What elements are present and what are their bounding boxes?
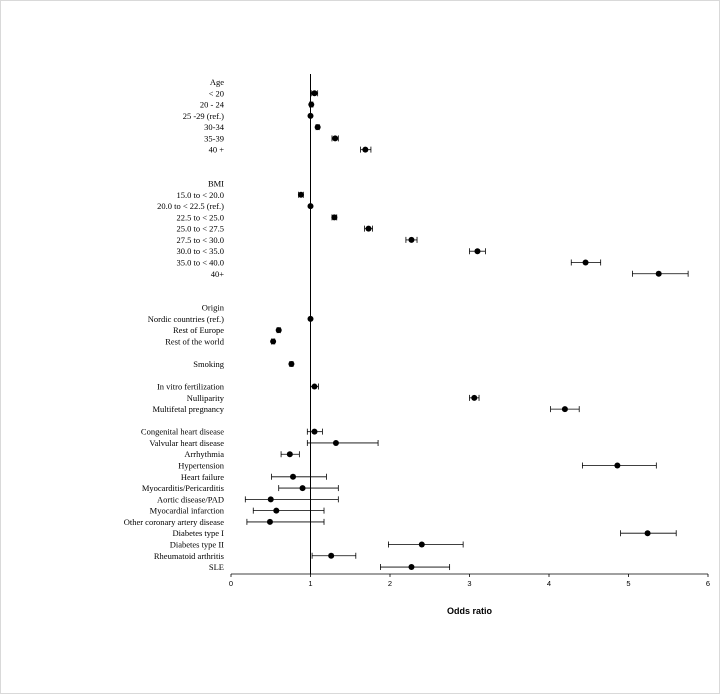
row-label: 40 + — [208, 144, 224, 155]
odds-ratio-point — [583, 259, 589, 265]
odds-ratio-point — [298, 192, 304, 198]
group-header-label: Age — [209, 77, 224, 87]
odds-ratio-point — [419, 541, 425, 547]
row-label: 35.0 to < 40.0 — [176, 257, 224, 268]
row-label: Rest of the world — [165, 336, 224, 347]
odds-ratio-point — [332, 135, 338, 141]
odds-ratio-point — [273, 508, 279, 514]
row-label: 25 -29 (ref.) — [182, 110, 224, 121]
odds-ratio-point — [362, 147, 368, 153]
row-label: Multifetal pregnancy — [152, 404, 224, 415]
row-label: Hypertension — [178, 460, 224, 471]
row-label: Aortic disease/PAD — [157, 494, 224, 505]
odds-ratio-point — [276, 327, 282, 333]
odds-ratio-point — [315, 124, 321, 130]
x-tick-label: 5 — [626, 579, 631, 588]
row-label: SLE — [208, 562, 224, 573]
row-label: Nulliparity — [186, 392, 224, 403]
odds-ratio-point — [308, 203, 314, 209]
odds-ratio-point — [328, 553, 334, 559]
odds-ratio-point — [308, 102, 314, 108]
odds-ratio-point — [645, 530, 651, 536]
x-tick-label: 0 — [228, 579, 234, 588]
group-header-label: Origin — [201, 302, 224, 313]
row-label: Rest of Europe — [173, 325, 224, 336]
x-tick-label: 3 — [467, 579, 472, 588]
row-label: 15.0 to < 20.0 — [176, 189, 224, 200]
x-tick-label: 1 — [308, 579, 313, 588]
row-label: 20.0 to < 22.5 (ref.) — [157, 201, 224, 212]
row-label: In vitro fertilization — [156, 381, 224, 392]
row-label: Other coronary artery disease — [123, 516, 224, 527]
row-label: 22.5 to < 25.0 — [176, 212, 224, 223]
odds-ratio-point — [471, 395, 477, 401]
row-label: Heart failure — [180, 471, 224, 482]
odds-ratio-point — [308, 113, 314, 119]
odds-ratio-point — [562, 406, 568, 412]
row-label: Diabetes type I — [172, 528, 224, 539]
row-label: 40+ — [210, 268, 224, 279]
odds-ratio-point — [474, 248, 480, 254]
row-label: Myocarditis/Pericarditis — [141, 483, 224, 494]
row-label: 27.5 to < 30.0 — [176, 234, 224, 245]
row-label: Arrhythmia — [184, 449, 224, 460]
odds-ratio-point — [287, 451, 293, 457]
odds-ratio-point — [408, 564, 414, 570]
plot-rows — [124, 77, 688, 572]
x-axis-title: Odds ratio — [446, 606, 493, 616]
odds-ratio-point — [267, 519, 273, 525]
odds-ratio-point — [311, 90, 317, 96]
row-label: Rheumatoid arthritis — [153, 550, 224, 561]
odds-ratio-point — [288, 361, 294, 367]
row-label: 30-34 — [204, 122, 224, 133]
row-label: 30.0 to < 35.0 — [176, 246, 224, 257]
odds-ratio-point — [614, 463, 620, 469]
odds-ratio-point — [290, 474, 296, 480]
odds-ratio-point — [268, 496, 274, 502]
row-label: 20 - 24 — [199, 99, 224, 110]
x-tick-label: 6 — [705, 579, 711, 588]
row-label: Valvular heart disease — [149, 437, 224, 448]
x-tick-label: 4 — [546, 579, 552, 588]
group-header-label: BMI — [207, 178, 224, 189]
row-label: 35-39 — [204, 133, 224, 144]
odds-ratio-point — [308, 316, 314, 322]
odds-ratio-point — [333, 440, 339, 446]
odds-ratio-point — [408, 237, 414, 243]
row-label: Myocardial infarction — [149, 505, 224, 516]
row-label: < 20 — [208, 88, 224, 99]
row-label: Congenital heart disease — [140, 426, 224, 437]
odds-ratio-point — [366, 226, 372, 232]
x-tick-label: 2 — [387, 579, 393, 588]
odds-ratio-point — [331, 214, 337, 220]
odds-ratio-point — [656, 271, 662, 277]
row-label: Smoking — [193, 359, 224, 369]
odds-ratio-point — [311, 429, 317, 435]
row-label: Nordic countries (ref.) — [147, 313, 224, 324]
odds-ratio-point — [270, 338, 276, 344]
x-ticks — [229, 574, 710, 588]
row-label: 25.0 to < 27.5 — [176, 223, 224, 234]
odds-ratio-point — [311, 384, 317, 390]
row-label: Diabetes type II — [169, 539, 224, 550]
odds-ratio-point — [300, 485, 306, 491]
